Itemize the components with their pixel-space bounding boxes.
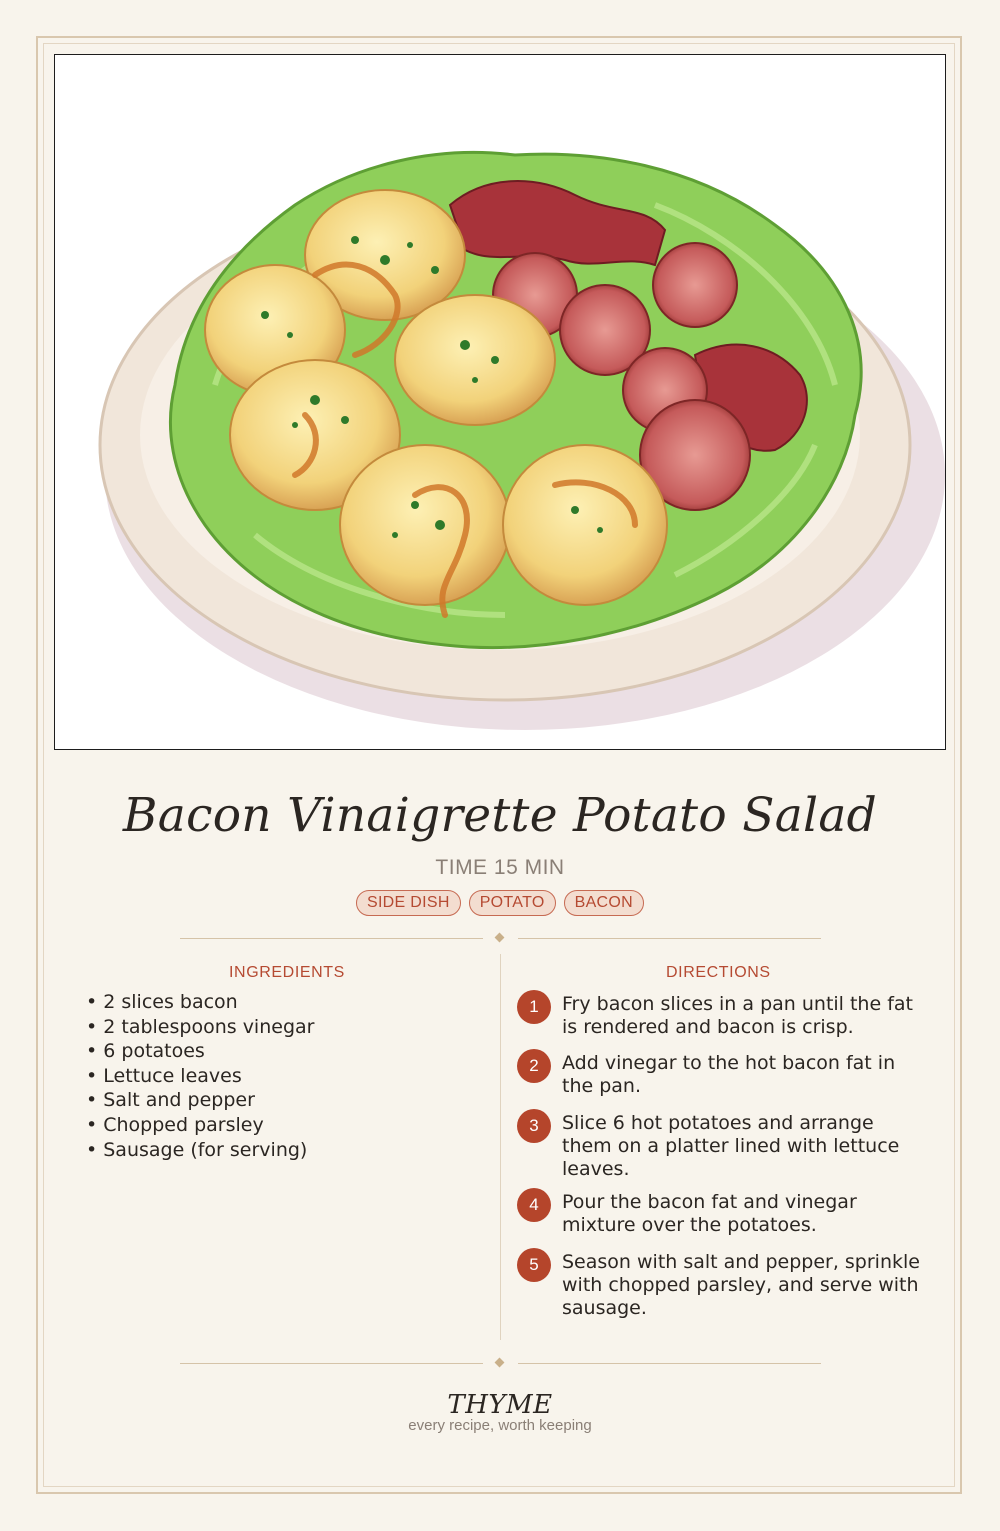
step-number-badge: 5 xyxy=(517,1248,551,1282)
tag-side-dish[interactable]: SIDE DISH xyxy=(356,890,461,916)
ingredient-item: • 2 slices bacon xyxy=(86,990,314,1015)
recipe-time: TIME 15 MIN xyxy=(435,856,565,879)
tag-potato[interactable]: POTATO xyxy=(469,890,556,916)
step-text: Fry bacon slices in a pan until the fat is rendered and bacon is crisp. xyxy=(562,993,913,1038)
step-text: Season with salt and pepper, sprinkle with chopped parsley, and serve with sausage. xyxy=(562,1251,920,1319)
divider-diamond-icon xyxy=(495,1358,505,1368)
bottom-divider xyxy=(180,1358,821,1370)
potato-salad-illustration xyxy=(55,55,946,750)
recipe-title: Bacon Vinaigrette Potato Salad xyxy=(122,788,878,843)
step-number-badge: 3 xyxy=(517,1109,551,1143)
brand-logo-text: THYME xyxy=(447,1390,553,1420)
step-number-badge: 2 xyxy=(517,1049,551,1083)
tag-list xyxy=(0,890,1000,916)
step-text: Slice 6 hot potatoes and arrange them on a platter lined with lettuce leaves. xyxy=(562,1112,900,1180)
divider-line-left xyxy=(180,1363,483,1364)
top-divider xyxy=(180,933,821,945)
divider-line-left xyxy=(180,938,483,939)
ingredient-item: • Sausage (for serving) xyxy=(86,1138,314,1163)
ingredient-item: • 2 tablespoons vinegar xyxy=(86,1015,314,1040)
step-number-badge: 4 xyxy=(517,1188,551,1222)
column-separator xyxy=(500,954,501,1340)
ingredients-list xyxy=(86,990,314,1162)
divider-line-right xyxy=(518,938,821,939)
tag-bacon[interactable]: BACON xyxy=(564,890,644,916)
recipe-photo xyxy=(54,54,946,750)
directions-heading: DIRECTIONS xyxy=(666,964,771,981)
step-text: Add vinegar to the hot bacon fat in the pan. xyxy=(562,1052,896,1097)
divider-diamond-icon xyxy=(495,933,505,943)
divider-line-right xyxy=(518,1363,821,1364)
ingredient-item: • 6 potatoes xyxy=(86,1039,314,1064)
ingredient-item: • Salt and pepper xyxy=(86,1088,314,1113)
ingredient-item: • Lettuce leaves xyxy=(86,1064,314,1089)
ingredients-heading: INGREDIENTS xyxy=(229,964,345,981)
step-number-badge: 1 xyxy=(517,990,551,1024)
ingredient-item: • Chopped parsley xyxy=(86,1113,314,1138)
brand-tagline: every recipe, worth keeping xyxy=(408,1417,592,1434)
step-text: Pour the bacon fat and vinegar mixture over the potatoes. xyxy=(562,1191,857,1236)
